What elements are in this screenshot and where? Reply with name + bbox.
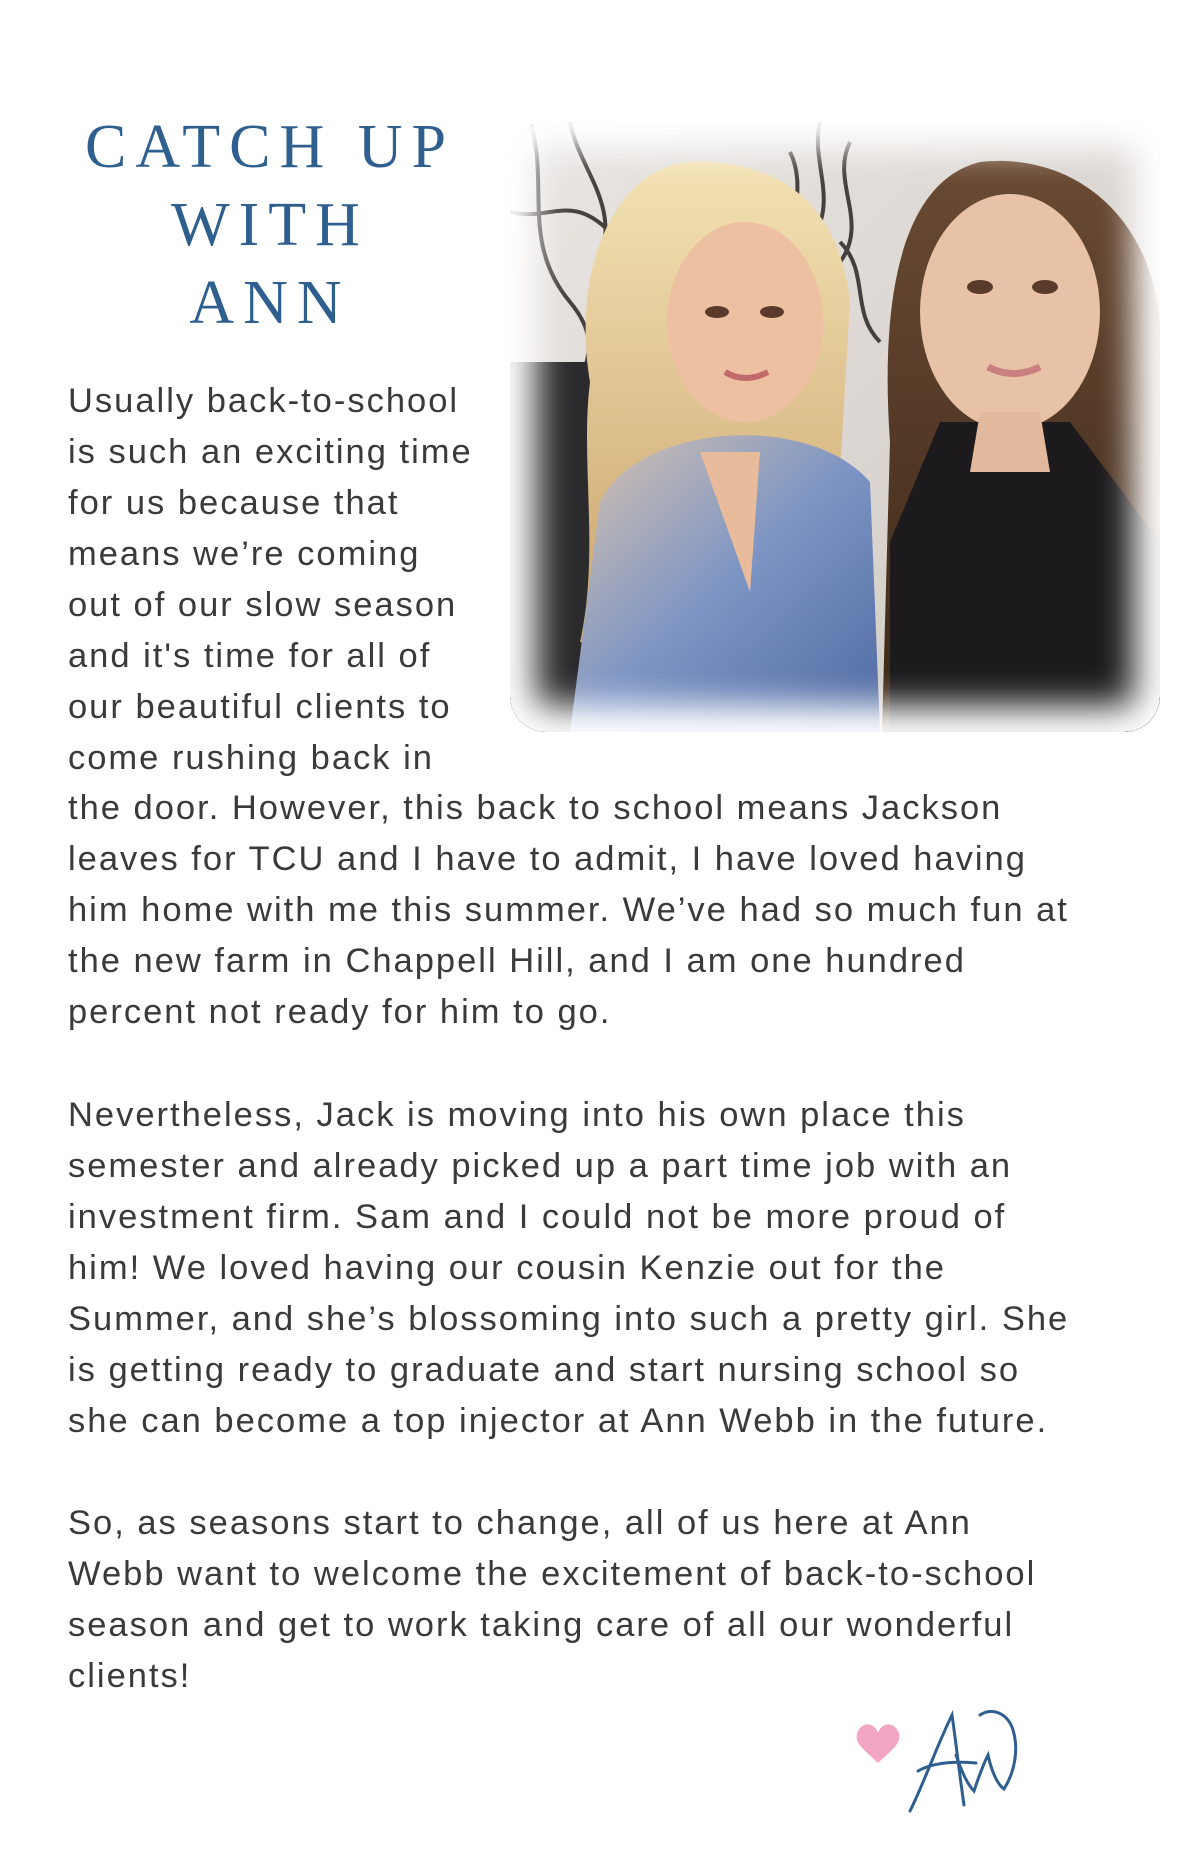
aw-monogram-logo (910, 1711, 1016, 1811)
text-line: leaves for TCU and I have to admit, I have loved having (68, 840, 1027, 878)
text-line: come rushing back in (68, 739, 434, 777)
text-line: Usually back-to-school (68, 382, 460, 420)
text-line: is such an exciting time (68, 433, 473, 471)
text-line: out of our slow season (68, 586, 458, 624)
title-line-2: WITH (171, 191, 369, 259)
text-line: and it's time for all of (68, 637, 432, 675)
text-line: for us because that (68, 484, 400, 522)
text-line: she can become a top injector at Ann Webb in the future. (68, 1402, 1049, 1440)
closing-paragraph (68, 1498, 1158, 1702)
text-line: Webb want to welcome the excitement of back-to-school (68, 1555, 1037, 1593)
page-title (60, 108, 480, 342)
title-line-3: ANN (189, 269, 351, 337)
title-line-1: CATCH UP (84, 113, 455, 181)
text-line: is getting ready to graduate and start nursing school so (68, 1351, 1021, 1389)
text-line: means we’re coming (68, 535, 421, 573)
heart-icon (857, 1724, 900, 1763)
text-line: percent not ready for him to go. (68, 993, 612, 1031)
text-line: investment firm. Sam and I could not be more proud of (68, 1198, 1007, 1236)
text-line: semester and already picked up a part time job with an (68, 1147, 1013, 1185)
text-line: clients! (68, 1657, 192, 1695)
intro-paragraph (68, 376, 508, 784)
intro-paragraph-continued (68, 783, 1148, 1038)
text-line: Nevertheless, Jack is moving into his own place this (68, 1096, 966, 1134)
text-line: the door. However, this back to school means Jackson (68, 789, 1003, 827)
text-line: the new farm in Chappell Hill, and I am one hundred (68, 942, 966, 980)
signature (852, 1693, 1032, 1823)
text-line: Summer, and she’s blossoming into such a pretty girl. She (68, 1300, 1070, 1338)
text-line: him home with me this summer. We’ve had so much fun at (68, 891, 1069, 929)
photo-ann-and-kenzie (510, 122, 1160, 732)
text-line: So, as seasons start to change, all of us here at Ann (68, 1504, 972, 1542)
second-paragraph (68, 1090, 1158, 1447)
text-line: our beautiful clients to (68, 688, 452, 726)
photo-illustration (510, 122, 1160, 732)
text-line: season and get to work taking care of all our wonderful (68, 1606, 1015, 1644)
text-line: him! We loved having our cousin Kenzie out for the (68, 1249, 946, 1287)
